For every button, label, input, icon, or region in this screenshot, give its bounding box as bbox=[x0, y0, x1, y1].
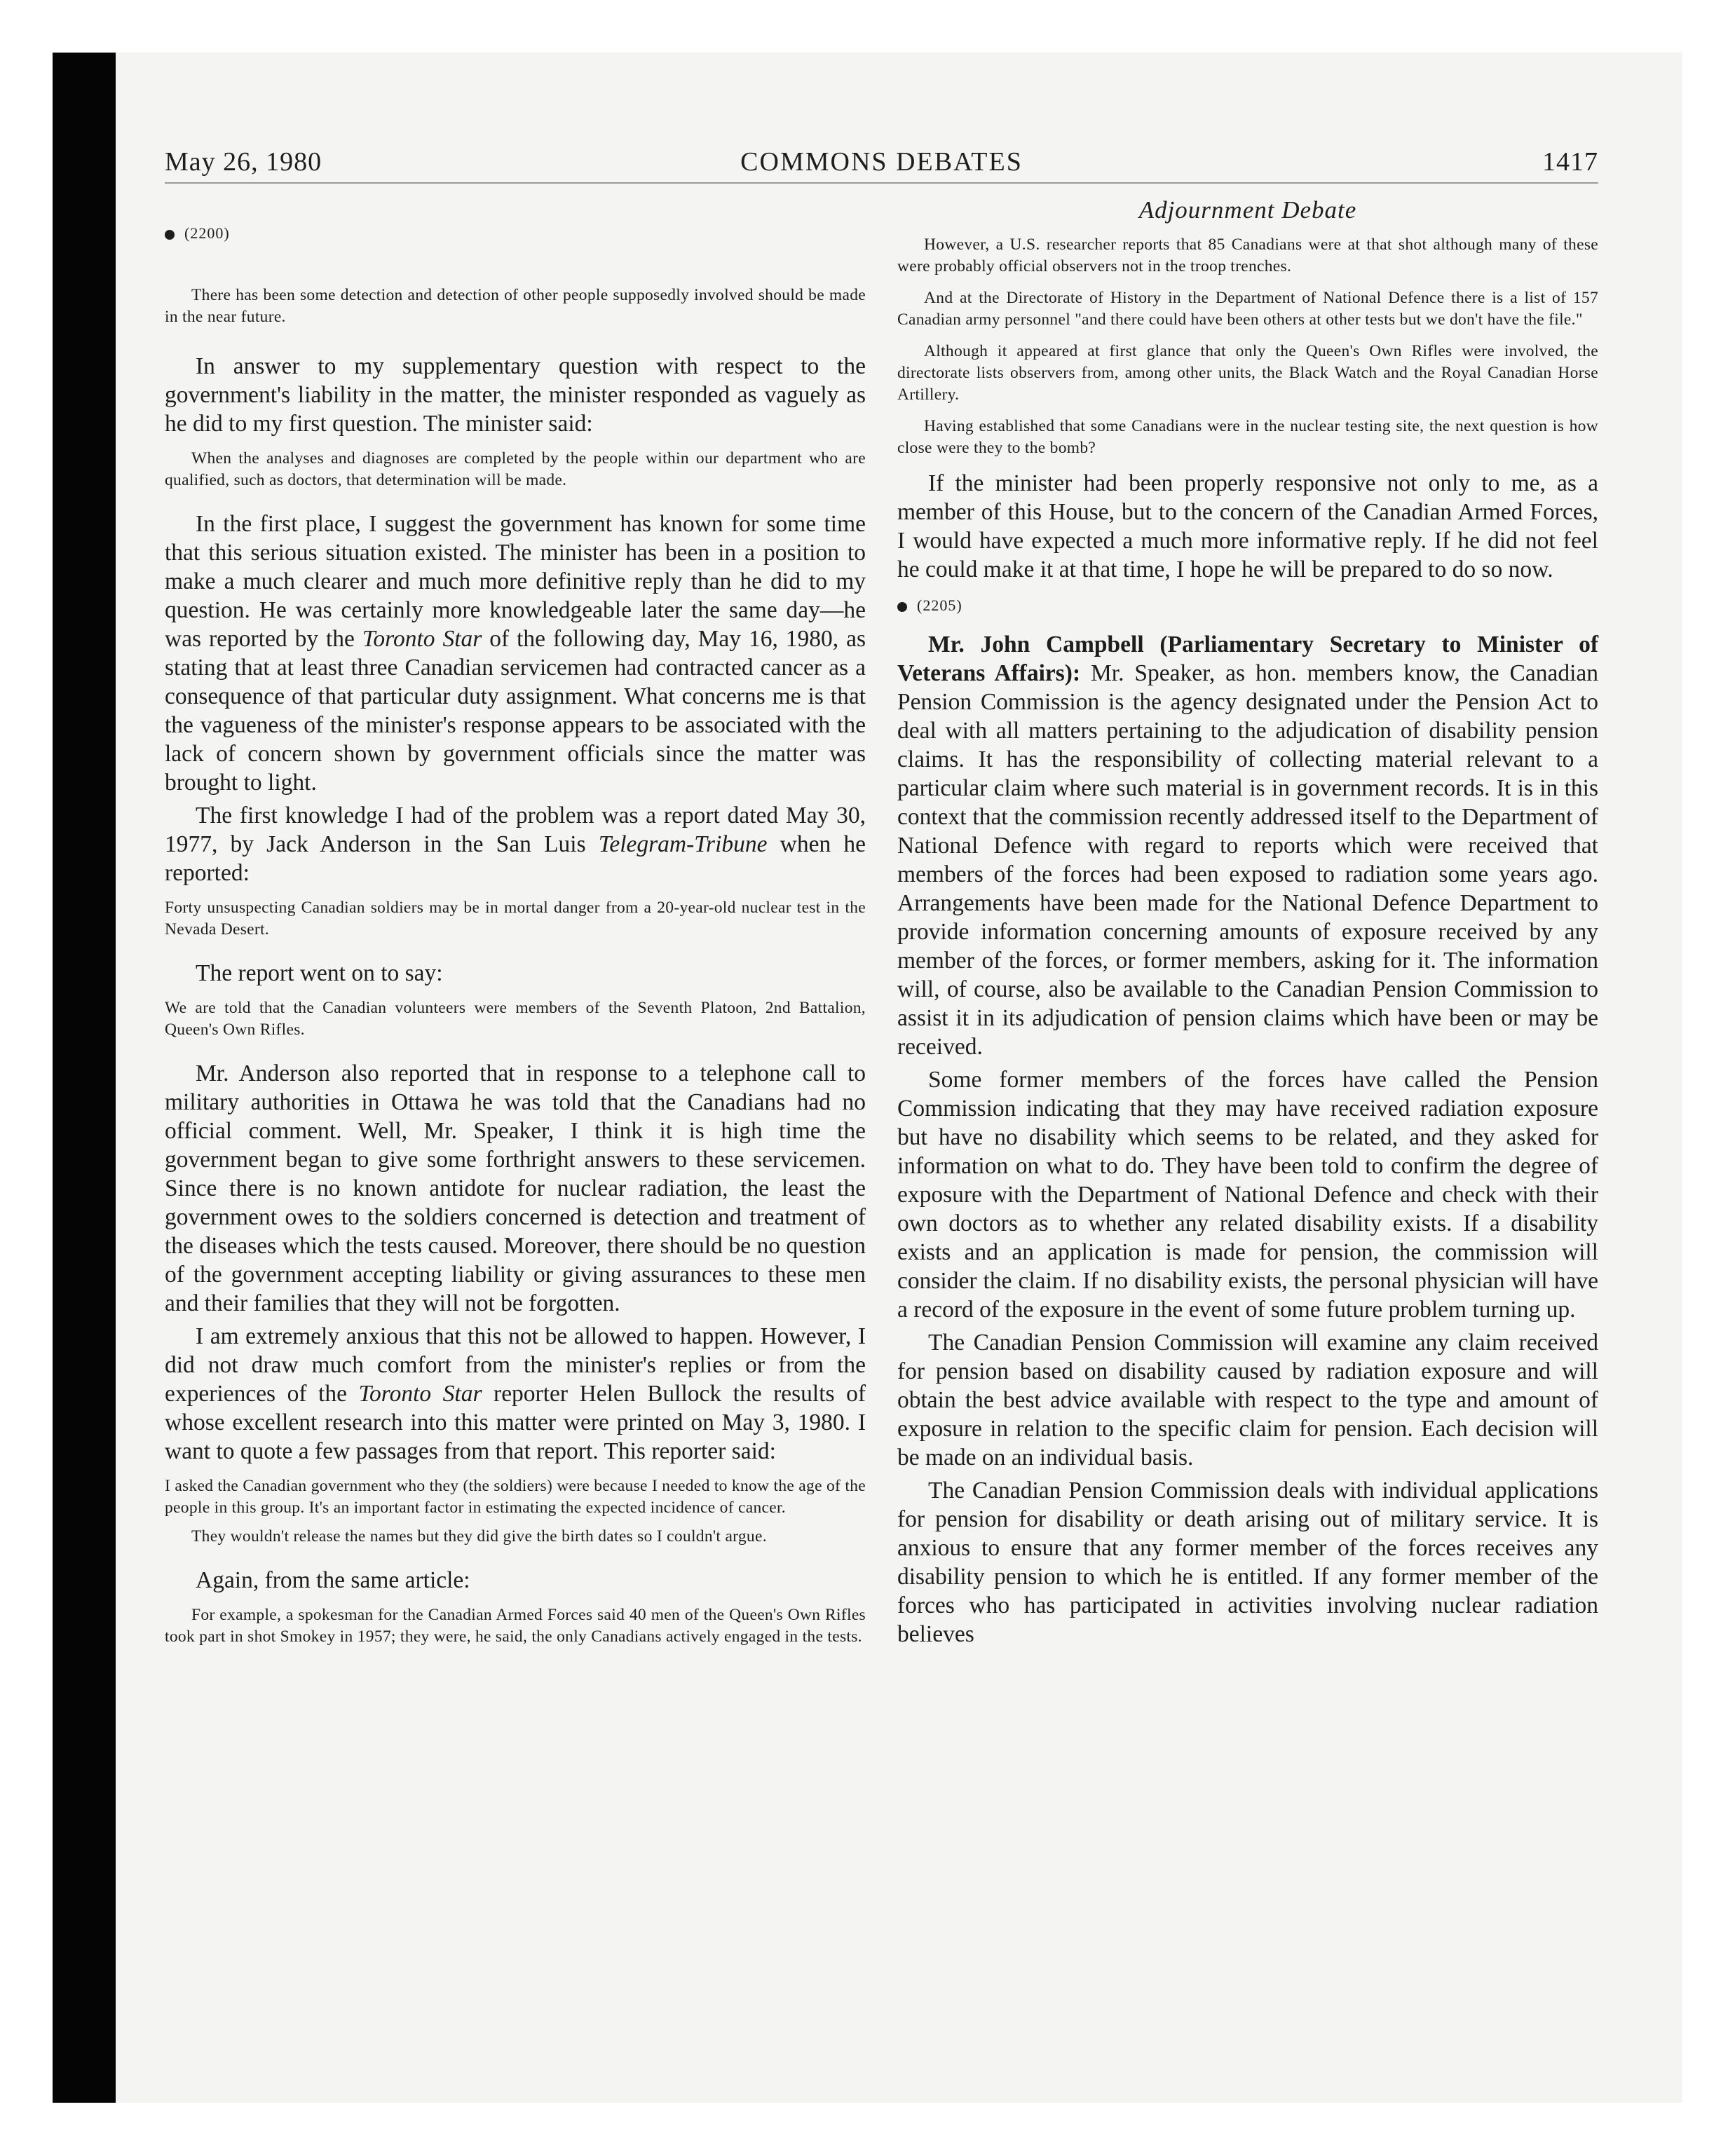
page-header bbox=[165, 144, 1598, 184]
paragraph: Some former members of the forces have called the Pension Commission indicating that they may have received radiation exposure but have no disability which seems to be related, and they asked for information on what to do. They have been told to confirm the degree of exposure with the Department of National Defence and check with their own doctors as to whether any related disability exists. If a disability exists and an application is made for pension, the commission will consider the claim. If no disability exists, the personal physician will have a record of the exposure in the event of some future problem turning up. bbox=[897, 1067, 1598, 1323]
quoted-passage: However, a U.S. researcher reports that 85 Canadians were at that shot although many of these were probably official observers not in the troop trenches. bbox=[897, 236, 1598, 275]
paragraph: The Canadian Pension Commission will examine any claim received for pension based on disability caused by radiation exposure and will obtain the best advice available with respect to the type and amount of exposure in relation to the specific claim for pension. Each decision will be made on an individual basis. bbox=[897, 1330, 1598, 1471]
paragraph-text: In the first place, I suggest the government has known for some time that this serious situation existed. The minister has been in a position to make a much clearer and much more definitive reply than he did to my question. He was certainly more knowledgeable later the same day—he was reported by the bbox=[165, 511, 866, 652]
paragraph: Again, from the same article: bbox=[196, 1567, 470, 1593]
right-column bbox=[897, 196, 1598, 1649]
block-quote: For example, a spokesman for the Canadian Armed Forces said 40 men of the Queen's Own Rifles took part in shot Smokey in 1957; they were, he said, the only Canadians actively engaged in the tests. bbox=[165, 1606, 866, 1646]
block-quote: Forty unsuspecting Canadian soldiers may be in mortal danger from a 20-year-old nuclear test in the Nevada Desert. bbox=[165, 899, 866, 939]
block-quote: I asked the Canadian government who they (the soldiers) were because I needed to know the age of the people in this group. It's an important factor in estimating the expected incidence of cancer. bbox=[165, 1477, 866, 1517]
page-number: 1417 bbox=[1542, 147, 1598, 177]
time-marker-label: (2200) bbox=[184, 224, 230, 242]
left-column bbox=[165, 196, 866, 1666]
paragraph-text: The first knowledge I had of the problem was a report dated May 30, 1977, by Jack Anderson in the San Luis bbox=[165, 803, 866, 857]
newspaper-name: Toronto Star bbox=[362, 626, 482, 652]
time-marker bbox=[897, 596, 1598, 615]
speaker-name: Mr. John Campbell (Parliamentary Secretary to Minister of Veterans Affairs): bbox=[897, 632, 1598, 686]
continued-quote: There has been some detection and detection of other people supposedly involved should be made in the near future. bbox=[165, 286, 866, 326]
quoted-passage: Having established that some Canadians were in the nuclear testing site, the next question is how close were they to the bomb? bbox=[897, 417, 1598, 457]
time-marker-label: (2205) bbox=[917, 596, 962, 614]
quoted-passage: And at the Directorate of History in the Department of National Defence there is a list of 157 Canadian army personnel "and there could have been others at other tests but we don't have the file." bbox=[897, 289, 1598, 329]
paragraph-text: when he reported: bbox=[165, 831, 866, 886]
bullet-icon bbox=[165, 230, 175, 240]
binding-edge bbox=[53, 53, 116, 2103]
paragraph: If the minister had been properly responsive not only to me, as a member of this House, but to the concern of the Canadian Armed Forces, I would have expected a much more informative reply. If he did not feel he could make it at that time, I hope he will be prepared to do so now. bbox=[897, 470, 1598, 582]
paragraph bbox=[165, 1322, 866, 1466]
header-date: May 26, 1980 bbox=[165, 147, 322, 177]
block-quote: They wouldn't release the names but they did give the birth dates so I couldn't argue. bbox=[191, 1527, 767, 1546]
paragraph bbox=[165, 510, 866, 797]
paragraph: Mr. Anderson also reported that in response to a telephone call to military authorities in Ottawa he was told that the Canadians had no official comment. Well, Mr. Speaker, I think it is high time the government began to give some forthright answers to these servicemen. Since there is no known antidote for nuclear radiation, the least the government owes to the soldiers concerned is detection and treatment of the diseases which the tests caused. Moreover, there should be no question of the government accepting liability or giving assurances to these men and their families that they will not be forgotten. bbox=[165, 1060, 866, 1316]
paragraph: The report went on to say: bbox=[196, 960, 443, 986]
quoted-passage: Although it appeared at first glance that only the Queen's Own Rifles were involved, the directorate lists observers from, among other units, the Black Watch and the Royal Canadian Horse Artillery. bbox=[897, 342, 1598, 404]
bullet-icon bbox=[897, 602, 907, 612]
paragraph-text: Mr. Speaker, as hon. members know, the Canadian Pension Commission is the agency designated under the Pension Act to deal with all matters pertaining to the adjudication of disability pension claims. It has the responsibility of collecting material relevant to a particular claim where such material is in government records. It is in this context that the commission recently addressed itself to the Department of National Defence with regard to reports which were received that members of the forces had been exposed to radiation some years ago. Arrangements have been made for the National Defence Department to provide information concerning amounts of exposure received by any member of the forces, or former members, asking for it. The information will, of course, also be available to the Canadian Pension Commission to assist it in its adjudication of pension claims which have been or may be received. bbox=[897, 660, 1598, 1060]
paragraph-text: reporter Helen Bullock the results of whose excellent research into this matter were printed on May 3, 1980. I want to quote a few passages from that report. This reporter said: bbox=[165, 1381, 866, 1464]
speaker-paragraph bbox=[897, 630, 1598, 1061]
paragraph bbox=[165, 801, 866, 887]
block-quote: We are told that the Canadian volunteers were members of the Seventh Platoon, 2nd Battalion, Queen's Own Rifles. bbox=[165, 999, 866, 1039]
block-quote: When the analyses and diagnoses are completed by the people within our department who are qualified, such as doctors, that determination will be made. bbox=[165, 449, 866, 489]
paragraph: In answer to my supplementary question with respect to the government's liability in the matter, the minister responded as vaguely as he did to my first question. The minister said: bbox=[165, 353, 866, 437]
header-title: COMMONS DEBATES bbox=[740, 147, 1023, 177]
time-marker bbox=[165, 224, 866, 243]
paragraph: The Canadian Pension Commission deals with individual applications for pension for disability or death arising out of military service. It is anxious to ensure that any former member of the forces receives any disability pension to which he is entitled. If any former member of the forces who has participated in activities involving nuclear radiation believes bbox=[897, 1478, 1598, 1647]
newspaper-name: Toronto Star bbox=[358, 1381, 482, 1407]
paragraph-text: I am extremely anxious that this not be allowed to happen. However, I did not draw much comfort from the minister's replies or from the experiences of the bbox=[165, 1323, 866, 1407]
section-heading: Adjournment Debate bbox=[1138, 196, 1357, 224]
paragraph-text: of the following day, May 16, 1980, as stating that at least three Canadian servicemen had contracted cancer as a consequence of that particular duty assignment. What concerns me is that the vagueness of the minister's response appears to be associated with the lack of concern shown by government officials since the matter was brought to light. bbox=[165, 626, 866, 796]
newspaper-name: Telegram-Tribune bbox=[598, 831, 768, 857]
